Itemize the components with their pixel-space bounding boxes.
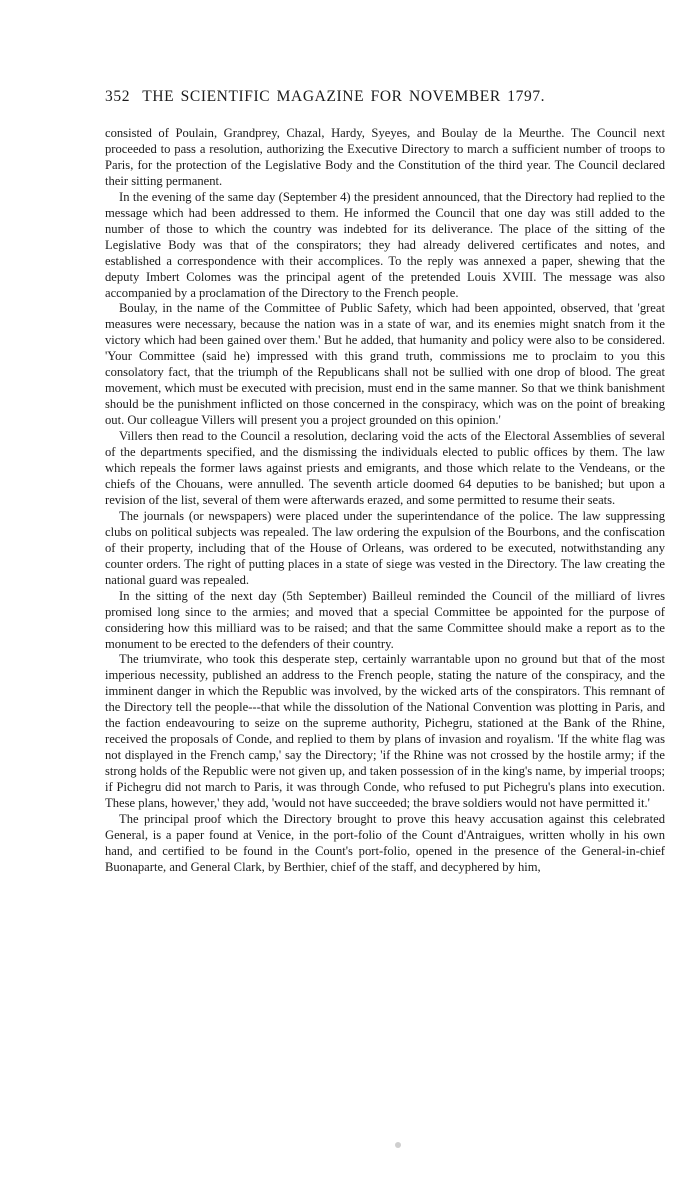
running-head	[105, 88, 665, 106]
paragraph-6: In the sitting of the next day (5th September) Bailleul reminded the Council of the milliard of livres promised long since to the armies; and moved that a special Committee be appointed for the purpose of considering how this milliard was to be raised; and that the same Committee should make a report as to the monument to be erected to the defenders of their country.	[105, 588, 665, 651]
paragraph-2: In the evening of the same day (September 4) the president announced, that the Directory had replied to the message which had been addressed to them. He informed the Council that one day was still added to the number of those to which the country was indebted for its deliverance. The place of the sitting of the Legislative Body was that of the conspirators; they had already delivered certificates and notes, and established a correspondence with their accomplices. To the reply was annexed a paper, shewing that the deputy Imbert Colomes was the principal agent of the pretended Louis XVIII. The message was also accompanied by a proclamation of the Directory to the French people.	[105, 189, 665, 300]
paper-speck	[395, 1142, 401, 1148]
article-body	[105, 126, 665, 876]
paragraph-1: consisted of Poulain, Grandprey, Chazal, Hardy, Syeyes, and Boulay de la Meurthe. The Council next proceeded to pass a resolution, authorizing the Executive Directory to march a sufficient number of troops to Paris, for the protection of the Legislative Body and the Constitution of the third year. The Council declared their sitting permanent.	[105, 126, 665, 188]
page-number: 352	[105, 88, 131, 105]
paragraph-8: The principal proof which the Directory brought to prove this heavy accusation against this celebrated General, is a paper found at Venice, in the port-folio of the Count d'Antraigues, written wholly in his own hand, and certified to be found in the Count's port-folio, opened in the presence of the General-in-chief Buonaparte, and General Clark, by Berthier, chief of the staff, and decyphered by him,	[105, 811, 665, 874]
running-title: THE SCIENTIFIC MAGAZINE FOR NOVEMBER 1797.	[142, 88, 546, 105]
paragraph-3: Boulay, in the name of the Committee of Public Safety, which had been appointed, observed, that 'great measures were necessary, because the nation was in a state of war, and its enemies might snatch from it the victory which had been gained over them.' But he added, that humanity and policy were also to be considered. 'Your Committee (said he) impressed with this grand truth, commissions me to proclaim to you this consolatory fact, that the triumph of the Republicans shall not be sullied with one drop of blood. The great movement, which must be executed with precision, must end in the same manner. So that we think banishment should be the punishment inflicted on those concerned in the conspiracy, which was on the point of breaking out. Our colleague Villers will present you a project grounded on this opinion.'	[105, 301, 665, 428]
paragraph-5: The journals (or newspapers) were placed under the superintendance of the police. The law suppressing clubs on political subjects was repealed. The law ordering the expulsion of the Bourbons, and the confiscation of their property, including that of the House of Orleans, was ordered to be executed, notwithstanding any counter orders. The right of putting places in a state of siege was vested in the Directory. The law creating the national guard was repealed.	[105, 508, 665, 587]
paragraph-4: Villers then read to the Council a resolution, declaring void the acts of the Electoral Assemblies of several of the departments specified, and the dismissing the individuals elected to public offices by them. The law which repeals the former laws against priests and emigrants, and those which relate to the Vendeans, or the chiefs of the Chouans, were annulled. The seventh article doomed 64 deputies to be banished; but upon a revision of the list, several of them were afterwards erazed, and some permitted to resume their seats.	[105, 429, 665, 507]
paragraph-7: The triumvirate, who took this desperate step, certainly warrantable upon no ground but that of the most imperious necessity, published an address to the French people, stating the nature of the conspiracy, and the imminent danger in which the Republic was involved, by the wicked arts of the conspirators. This remnant of the Directory tell the people---that while the dissolution of the National Convention was plotting in Paris, and the faction endeavouring to seize on the supreme authority, Pichegru, stationed at the Bank of the Rhine, received the proposals of Conde, and replied to them by plans of invasion and royalism. 'If the white flag was not displayed in the French camp,' say the Directory; 'if the Rhine was not crossed by the hostile army; if the strong holds of the Republic were not given up, and taken possession of in the king's name, by imperial troops; if Pichegru did not march to Paris, it was through Conde, who refused to put Pichegru's plans into execution. These plans, however,' they add, 'would not have succeeded; the brave soldiers would not have permitted it.'	[105, 652, 665, 811]
page	[105, 88, 665, 876]
